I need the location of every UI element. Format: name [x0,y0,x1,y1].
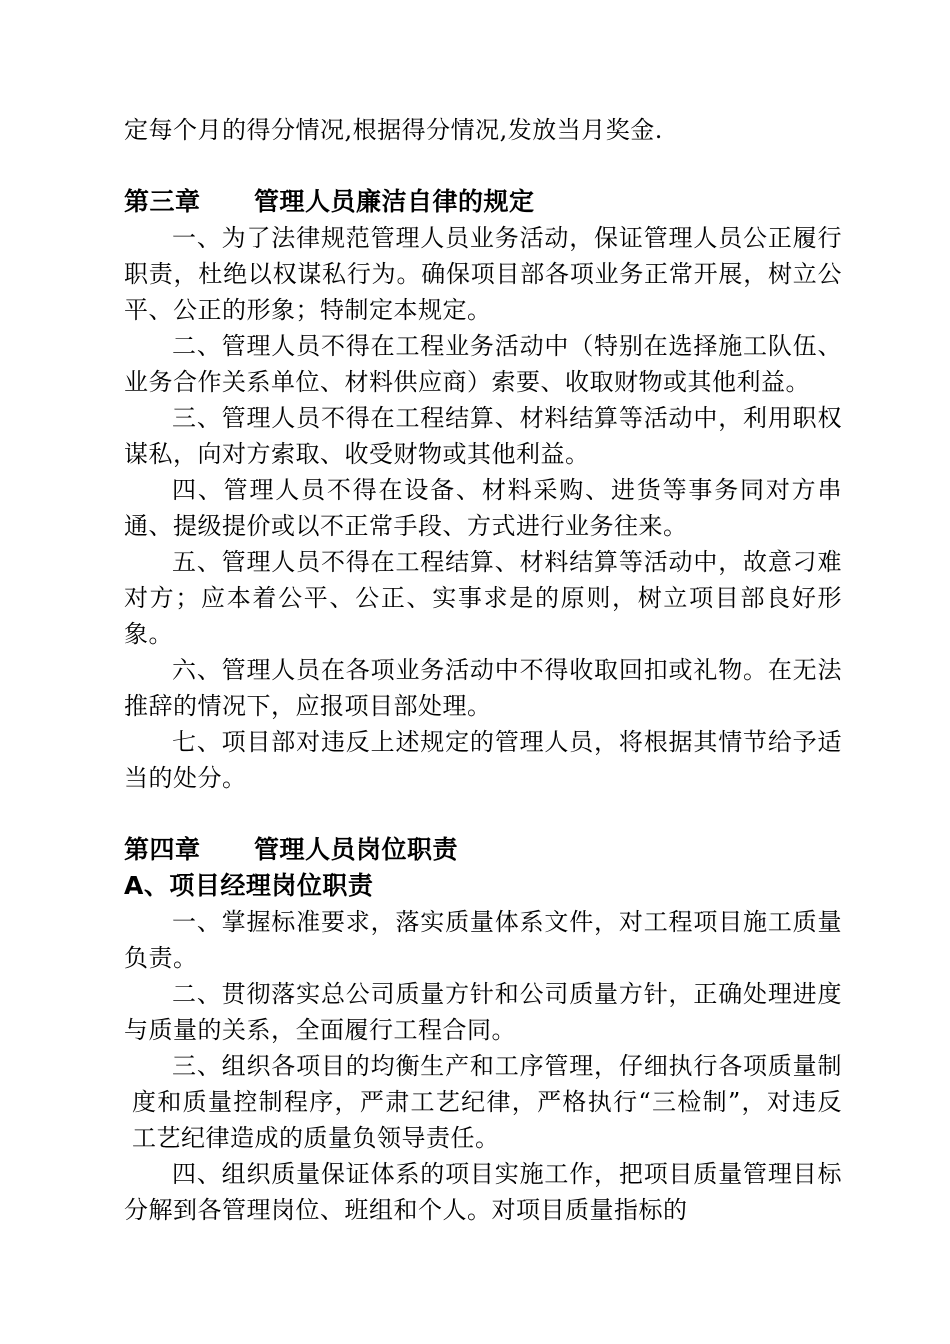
section-a-paragraph-3: 三、组织各项目的均衡生产和工序管理，仔细执行各项质量制度和质量控制程序，严肃工艺纪律，严格执行“三检制”，对违反工艺纪律造成的质量负领导责任。 [132,1052,842,1152]
chapter3-paragraph-4: 四、管理人员不得在设备、材料采购、进货等事务同对方串通、提级提价或以不正常手段、方式进行业务往来。 [124,476,842,540]
intro-tail-paragraph: 定每个月的得分情况,根据得分情况,发放当月奖金. [124,116,663,144]
chapter4-heading [124,832,842,868]
section-a-paragraph-4: 四、组织质量保证体系的项目实施工作，把项目质量管理目标分解到各管理岗位、班组和个人。对项目质量指标的 [124,1160,842,1224]
chapter3-paragraph-2: 二、管理人员不得在工程业务活动中（特别在选择施工队伍、业务合作关系单位、材料供应商）索要、收取财物或其他利益。 [124,332,842,396]
section-a-paragraph-2: 二、贯彻落实总公司质量方针和公司质量方针，正确处理进度与质量的关系，全面履行工程合同。 [124,980,842,1044]
spacer [124,796,842,832]
chapter4-number: 第四章 [124,835,201,864]
document-page [124,112,842,1228]
section-a-heading: A、项目经理岗位职责 [124,871,374,900]
chapter3-heading [124,184,842,220]
chapter3-paragraph-6: 六、管理人员在各项业务活动中不得收取回扣或礼物。在无法推辞的情况下，应报项目部处理。 [124,656,842,720]
spacer [124,148,842,184]
chapter3-paragraph-3: 三、管理人员不得在工程结算、材料结算等活动中，利用职权谋私，向对方索取、收受财物或其他利益。 [124,404,842,468]
section-a-paragraph-1: 一、掌握标准要求，落实质量体系文件，对工程项目施工质量负责。 [124,908,842,972]
chapter4-title: 管理人员岗位职责 [254,835,459,864]
chapter3-number: 第三章 [124,187,201,216]
chapter3-paragraph-5: 五、管理人员不得在工程结算、材料结算等活动中，故意刁难对方；应本着公平、公正、实事求是的原则，树立项目部良好形象。 [124,548,842,648]
chapter3-title: 管理人员廉洁自律的规定 [254,187,535,216]
chapter3-paragraph-7: 七、项目部对违反上述规定的管理人员，将根据其情节给予适当的处分。 [124,728,842,792]
chapter3-paragraph-1: 一、为了法律规范管理人员业务活动，保证管理人员公正履行职责，杜绝以权谋私行为。确保项目部各项业务正常开展，树立公平、公正的形象；特制定本规定。 [124,224,842,324]
